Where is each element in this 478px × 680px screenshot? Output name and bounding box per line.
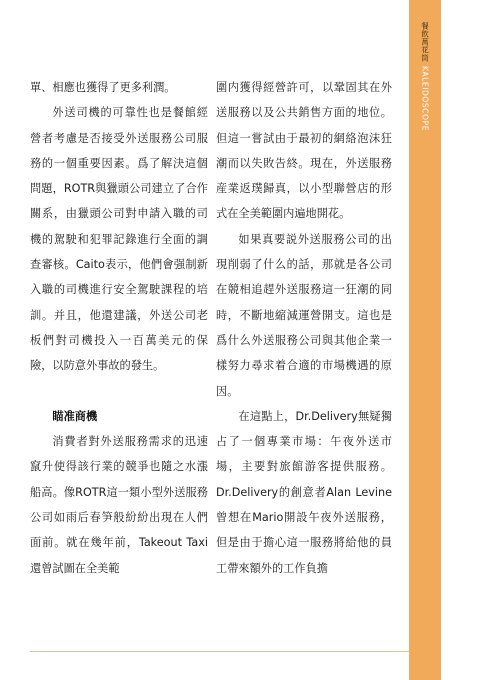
section-heading: 瞄准商機	[52, 409, 98, 423]
left-column	[30, 75, 208, 581]
left-paragraph-continued: 單、相應也獲得了更多利潤。	[30, 81, 176, 94]
paragraph-gap	[30, 379, 208, 404]
sidebar-label-chinese: 餐飲萬花筒	[420, 22, 430, 62]
sidebar-label-english: KALEIDOSCOPE	[420, 66, 430, 132]
right-paragraph-dr-delivery: 在這點上，Dr.Delivery無疑獨占了一個專業市場：午夜外送市場，主要對旅館游客提供服務。Dr.Delivery的創意者Alan Levine曾想在Mario開設午夜外送服務，但是由于擔心這一服務將給他的員工帶來額外的工作負擔	[216, 409, 392, 575]
right-paragraph-continued: 圍内獲得經營許可，以鞏固其在外送服務以及公共銷售方面的地位。但這一嘗試由于最初的網絡泡沫狂潮而以失敗告終。現在，外送服務産業返璞歸真，以小型聯營店的形式在全美範圍内遍地開花。	[216, 81, 392, 221]
sidebar-label	[411, 22, 439, 131]
left-paragraph-driver-reliability: 外送司機的可靠性也是餐館經營者考慮是否接受外送服務公司服務的一個重要因素。爲了解決這個問題，ROTR與獵頭公司建立了合作關系，由獵頭公司對申請入職的司機的駕駛和犯罪記錄進行全面的調查審核。Caito表示，他們會强制新入職的司機進行安全駕駛課程的培訓。并且，他還建議，外送公司老板們對司機投入一百萬美元的保險，以防意外事故的發生。	[30, 106, 208, 373]
right-column	[216, 75, 392, 581]
left-paragraph-competition: 消費者對外送服務需求的迅速竄升使得該行業的競爭也隨之水漲船高。像ROTR這一類小型外送服務公司如雨后春笋般紛紛出現在人們面前。就在幾年前，Takeout Taxi還曾試圖在全美範	[30, 435, 208, 575]
right-paragraph-cost-cutting: 如果真要説外送服務公司的出現削弱了什么的話，那就是各公司在競相追趕外送服務這一狂潮的同時，不斷地縮減運營開支。這也是爲什么外送服務公司與其他企業一樣努力尋求着合適的市場機遇的原因。	[216, 232, 392, 398]
bottom-rule	[30, 651, 410, 652]
